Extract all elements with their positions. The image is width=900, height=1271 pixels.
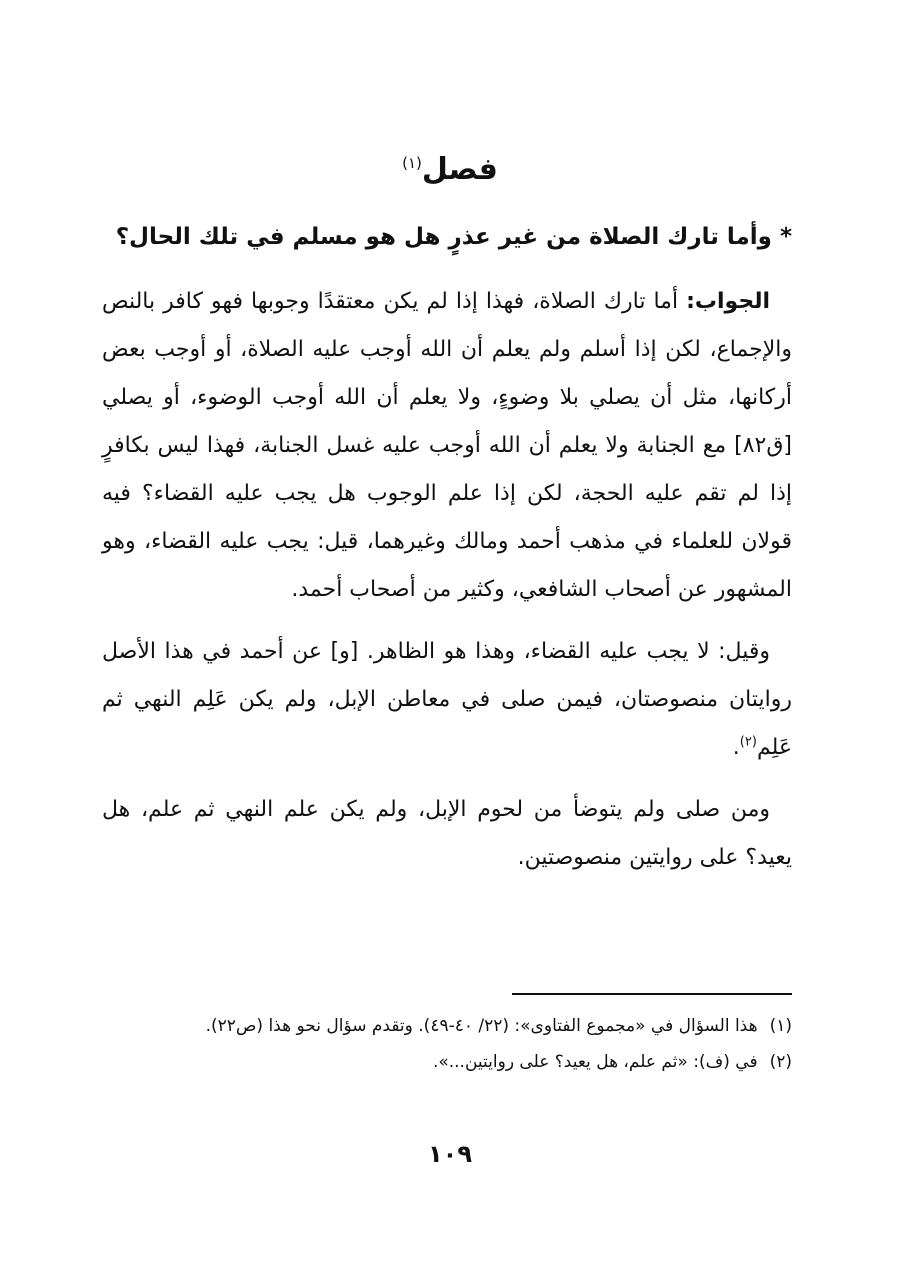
footnote-divider (512, 993, 792, 995)
answer-paragraph-1-text: أما تارك الصلاة، فهذا إذا لم يكن معتقدًا وجوبها فهو كافر بالنص والإجماع، لكن إذا أسلم ولم يعلم أن الله أوجب عليه الصلاة، أو أوجب بعض أركانها، مثل أن يصلي بلا وضوءٍ، ولا يعلم أن الله أوجب الوضوء، أو يصلي [ق٨٢] مع الجنابة ولا يعلم أن الله أوجب عليه غسل الجنابة، فهذا ليس بكافرٍ إذا لم تقم عليه الحجة، لكن إذا علم الوجوب هل يجب عليه القضاء؟ فيه قولان للعلماء في مذهب أحمد ومالك وغيرهما، قيل: يجب عليه القضاء، وهو المشهور عن أصحاب الشافعي، وكثير من أصحاب أحمد. (102, 289, 792, 602)
footnote-2-number: (٢) (769, 1052, 792, 1072)
question-text: * وأما تارك الصلاة من غير عذرٍ هل هو مسلم في تلك الحال؟ (115, 224, 792, 250)
section-title: فصل (421, 152, 498, 187)
footnote-1-number: (١) (769, 1016, 792, 1036)
heading-footnote-marker: (١) (402, 154, 422, 172)
footnotes (102, 1008, 792, 1080)
answer-body (102, 278, 792, 896)
paragraph-footnote-marker: (٢) (739, 734, 757, 750)
answer-paragraph-2 (102, 628, 792, 772)
answer-paragraph-2-end: . (732, 735, 740, 760)
footnote-1 (102, 1008, 792, 1044)
answer-paragraph-3: ومن صلى ولم يتوضأ من لحوم الإبل، ولم يكن علم النهي ثم علم، هل يعيد؟ على روايتين منصوصتين. (102, 797, 792, 870)
section-heading (0, 150, 900, 189)
answer-paragraph-2-text: وقيل: لا يجب عليه القضاء، وهذا هو الظاهر. [و] عن أحمد في هذا الأصل روايتان منصوصتان، فيمن صلى في معاطن الإبل، ولم يكن عَلِم النهي ثم عَلِم (102, 639, 792, 760)
footnote-2-text: في (ف): «ثم علم، هل يعيد؟ على روايتين...». (432, 1052, 758, 1072)
answer-paragraph-1 (102, 278, 792, 614)
page-number: ١٠٩ (428, 1140, 472, 1168)
footnote-2 (102, 1044, 792, 1080)
footnote-1-text: هذا السؤال في «مجموع الفتاوى»: (٢٢/ ٤٠-٤٩). وتقدم سؤال نحو هذا (ص٢٢). (205, 1016, 758, 1036)
answer-lead: الجواب: (686, 289, 770, 314)
